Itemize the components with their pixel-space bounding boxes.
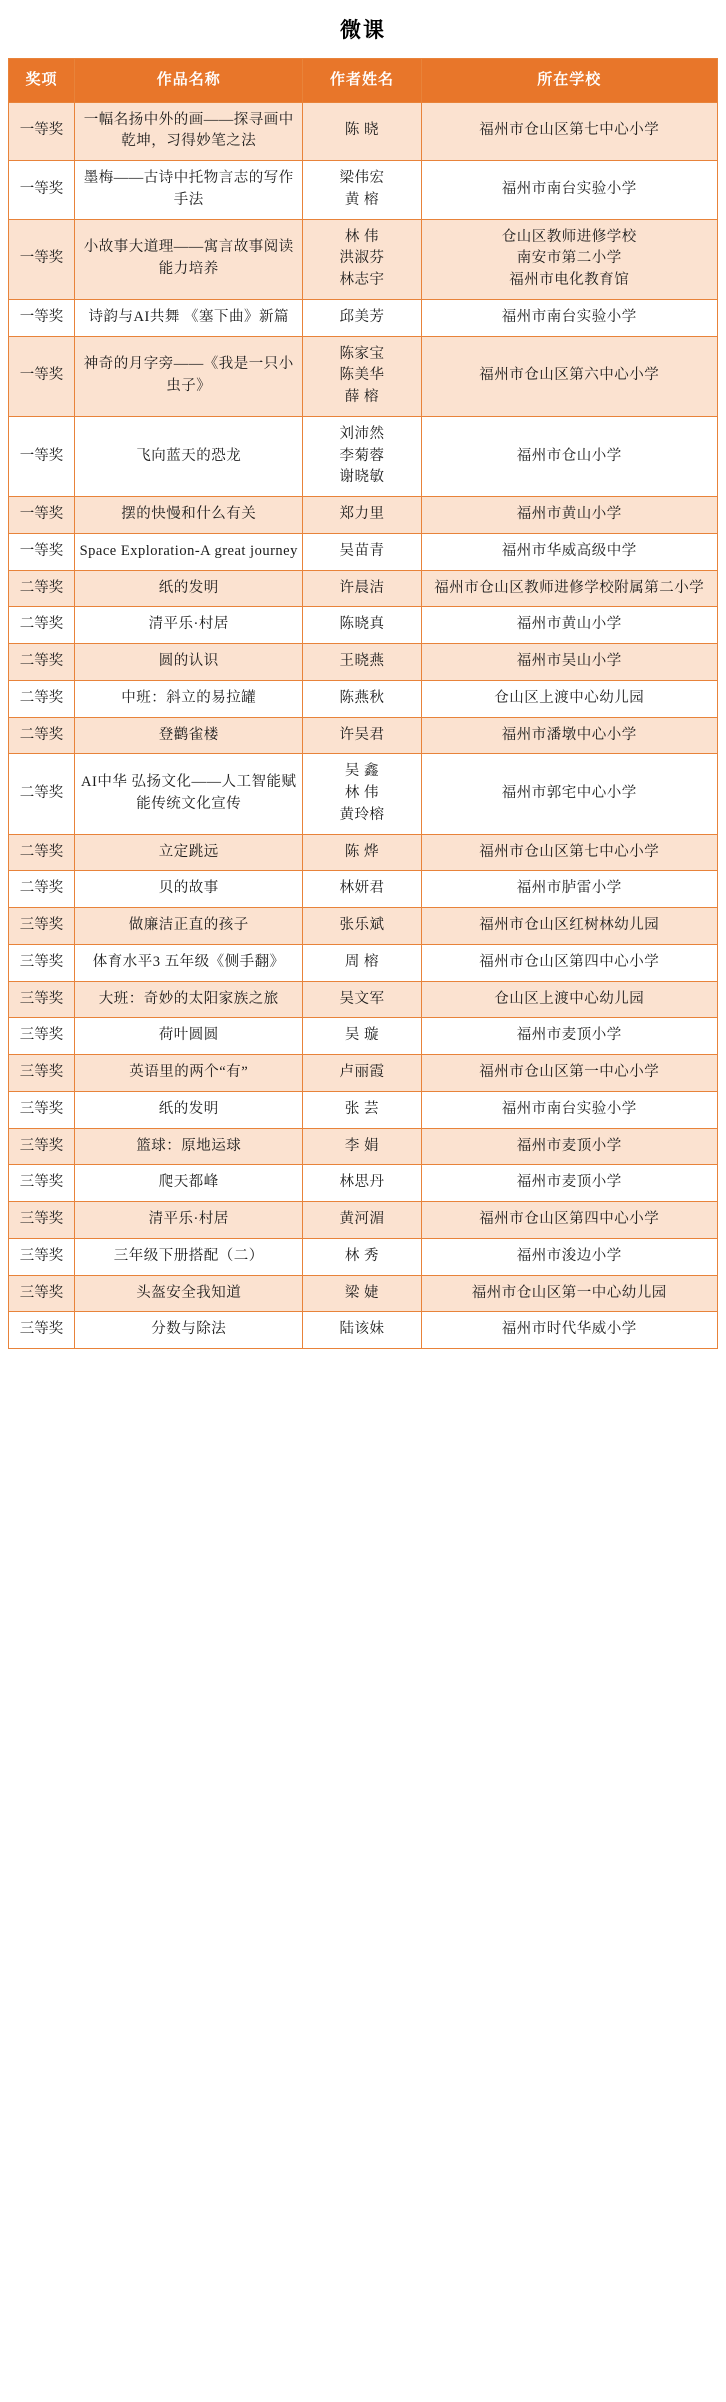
table-row [9,1128,718,1165]
cell-author: 林 秀 [303,1238,421,1275]
column-header-school: 所在学校 [421,59,717,103]
cell-author: 许晨洁 [303,570,421,607]
cell-author: 吴文军 [303,981,421,1018]
cell-work: 飞向蓝天的恐龙 [75,416,303,496]
table-row [9,336,718,416]
cell-award: 一等奖 [9,299,75,336]
page-title: 微课 [340,18,386,42]
cell-school-line: 南安市第二小学 [516,250,622,267]
cell-award: 二等奖 [9,570,75,607]
cell-author [303,336,421,416]
cell-author [303,219,421,299]
cell-author: 林妍君 [303,871,421,908]
cell-author-line: 黄玲榕 [339,806,385,823]
cell-school: 福州市麦顶小学 [421,1165,717,1202]
cell-school: 福州市吴山小学 [421,644,717,681]
cell-school: 福州市潘墩中心小学 [421,717,717,754]
cell-author-line: 林 伟 [344,228,380,245]
cell-school-line: 仓山区教师进修学校 [501,228,637,245]
cell-work: 纸的发明 [75,1091,303,1128]
award-results-table [8,58,718,1349]
table-row [9,981,718,1018]
cell-author: 卢丽霞 [303,1055,421,1092]
cell-award: 三等奖 [9,981,75,1018]
cell-author-line: 梁伟宏 [339,170,385,186]
cell-work: 摆的快慢和什么有关 [75,497,303,534]
cell-author: 陈 晓 [303,102,421,161]
table-row [9,1055,718,1092]
cell-school: 仓山区上渡中心幼儿园 [421,981,717,1018]
cell-award: 二等奖 [9,717,75,754]
cell-school: 福州市浚边小学 [421,1238,717,1275]
cell-award: 三等奖 [9,908,75,945]
table-row [9,944,718,981]
cell-author: 陆该妹 [303,1312,421,1349]
table-row [9,161,718,220]
cell-work: 中班：斜立的易拉罐 [75,680,303,717]
cell-work: 荷叶圆圆 [75,1018,303,1055]
cell-award: 三等奖 [9,1312,75,1349]
table-row [9,717,718,754]
cell-award: 三等奖 [9,1275,75,1312]
cell-author-line: 林志宇 [339,272,385,288]
cell-work: 清平乐·村居 [75,607,303,644]
cell-work: 登鹳雀楼 [75,717,303,754]
cell-award: 三等奖 [9,1165,75,1202]
cell-award: 二等奖 [9,607,75,644]
table-row [9,1018,718,1055]
table-row [9,1312,718,1349]
cell-school: 福州市仓山区第七中心小学 [421,834,717,871]
cell-award: 一等奖 [9,497,75,534]
cell-award: 三等奖 [9,1128,75,1165]
table-row [9,1091,718,1128]
cell-school: 福州市华威高级中学 [421,533,717,570]
cell-award: 二等奖 [9,644,75,681]
cell-author: 王晓燕 [303,644,421,681]
cell-author [303,161,421,220]
cell-author: 林思丹 [303,1165,421,1202]
cell-school: 福州市麦顶小学 [421,1128,717,1165]
cell-work: 圆的认识 [75,644,303,681]
column-header-award: 奖项 [9,59,75,103]
table-row [9,754,718,834]
cell-school: 福州市仓山区第一中心幼儿园 [421,1275,717,1312]
cell-award: 三等奖 [9,1202,75,1239]
cell-work: 大班：奇妙的太阳家族之旅 [75,981,303,1018]
cell-school: 福州市仓山区第四中心小学 [421,944,717,981]
cell-school: 福州市南台实验小学 [421,1091,717,1128]
cell-school: 福州市南台实验小学 [421,299,717,336]
cell-school: 福州市南台实验小学 [421,161,717,220]
cell-author [303,416,421,496]
cell-author [303,754,421,834]
cell-award: 一等奖 [9,161,75,220]
cell-author: 李 娟 [303,1128,421,1165]
table-header-row [9,59,718,103]
cell-work: 体育水平3 五年级《侧手翻》 [75,944,303,981]
cell-award: 三等奖 [9,1238,75,1275]
cell-work: 英语里的两个“有” [75,1055,303,1092]
cell-award: 二等奖 [9,871,75,908]
cell-author-line: 陈美华 [339,367,385,384]
cell-award: 一等奖 [9,533,75,570]
table-row [9,570,718,607]
cell-author: 周 榕 [303,944,421,981]
cell-author: 吴苗青 [303,533,421,570]
cell-work: 诗韵与AI共舞 《塞下曲》新篇 [75,299,303,336]
cell-work: 做廉洁正直的孩子 [75,908,303,945]
cell-work: Space Exploration-A great journey [75,533,303,570]
cell-author-line: 李菊蓉 [339,447,385,464]
cell-author-line: 林 伟 [344,785,380,801]
cell-school: 福州市仓山区红树林幼儿园 [421,908,717,945]
column-header-work: 作品名称 [75,59,303,103]
table-row [9,680,718,717]
table-row [9,533,718,570]
cell-author-line: 刘沛然 [339,425,385,442]
table-header [9,59,718,103]
cell-work: 贝的故事 [75,871,303,908]
cell-award: 三等奖 [9,1055,75,1092]
cell-work: 清平乐·村居 [75,1202,303,1239]
table-row [9,1275,718,1312]
cell-author-line: 黄 榕 [344,191,380,208]
cell-award: 三等奖 [9,1018,75,1055]
cell-school [421,219,717,299]
table-body [9,102,718,1349]
cell-award: 二等奖 [9,680,75,717]
cell-school: 仓山区上渡中心幼儿园 [421,680,717,717]
table-row [9,834,718,871]
cell-school: 福州市仓山小学 [421,416,717,496]
cell-author: 梁 婕 [303,1275,421,1312]
cell-work: 纸的发明 [75,570,303,607]
column-header-author: 作者姓名 [303,59,421,103]
cell-work: 头盔安全我知道 [75,1275,303,1312]
cell-award: 一等奖 [9,219,75,299]
cell-work: 分数与除法 [75,1312,303,1349]
cell-work: 小故事大道理——寓言故事阅读能力培养 [75,219,303,299]
table-row [9,908,718,945]
table-row [9,607,718,644]
cell-author: 张乐斌 [303,908,421,945]
cell-school: 福州市时代华威小学 [421,1312,717,1349]
table-row [9,871,718,908]
cell-work: 一幅名扬中外的画——探寻画中乾坤，习得妙笔之法 [75,102,303,161]
cell-school-line: 福州市电化教育馆 [509,272,630,288]
cell-work: 爬天都峰 [75,1165,303,1202]
cell-work: 墨梅——古诗中托物言志的写作手法 [75,161,303,220]
cell-school: 福州市胪雷小学 [421,871,717,908]
table-row [9,1165,718,1202]
cell-author-line: 谢晓敏 [339,469,385,486]
cell-author: 陈晓真 [303,607,421,644]
table-row [9,497,718,534]
cell-school: 福州市仓山区教师进修学校附属第二小学 [421,570,717,607]
cell-school: 福州市郭宅中心小学 [421,754,717,834]
cell-award: 三等奖 [9,944,75,981]
cell-school: 福州市黄山小学 [421,607,717,644]
table-row [9,1202,718,1239]
cell-author: 吴 璇 [303,1018,421,1055]
cell-award: 二等奖 [9,754,75,834]
cell-school: 福州市仓山区第六中心小学 [421,336,717,416]
cell-author: 邱美芳 [303,299,421,336]
cell-school: 福州市仓山区第四中心小学 [421,1202,717,1239]
cell-work: 立定跳远 [75,834,303,871]
cell-author: 黄河湄 [303,1202,421,1239]
cell-school: 福州市仓山区第一中心小学 [421,1055,717,1092]
cell-author-line: 薛 榕 [344,389,380,405]
table-row [9,299,718,336]
cell-author: 郑力里 [303,497,421,534]
cell-author-line: 吴 鑫 [344,763,380,780]
table-row [9,219,718,299]
cell-award: 一等奖 [9,416,75,496]
cell-author-line: 陈家宝 [339,345,385,362]
table-row [9,416,718,496]
cell-author-line: 洪淑芬 [339,250,385,267]
table-row [9,102,718,161]
cell-author: 张 芸 [303,1091,421,1128]
cell-work: AI中华 弘扬文化——人工智能赋能传统文化宣传 [75,754,303,834]
cell-author: 陈 烨 [303,834,421,871]
cell-author: 许吴君 [303,717,421,754]
cell-school: 福州市仓山区第七中心小学 [421,102,717,161]
table-row [9,1238,718,1275]
cell-school: 福州市黄山小学 [421,497,717,534]
cell-author: 陈燕秋 [303,680,421,717]
cell-work: 神奇的月字旁——《我是一只小虫子》 [75,336,303,416]
table-row [9,644,718,681]
cell-work: 三年级下册搭配（二） [75,1238,303,1275]
cell-work: 篮球：原地运球 [75,1128,303,1165]
cell-award: 一等奖 [9,336,75,416]
cell-school: 福州市麦顶小学 [421,1018,717,1055]
cell-award: 二等奖 [9,834,75,871]
cell-award: 一等奖 [9,102,75,161]
cell-award: 三等奖 [9,1091,75,1128]
